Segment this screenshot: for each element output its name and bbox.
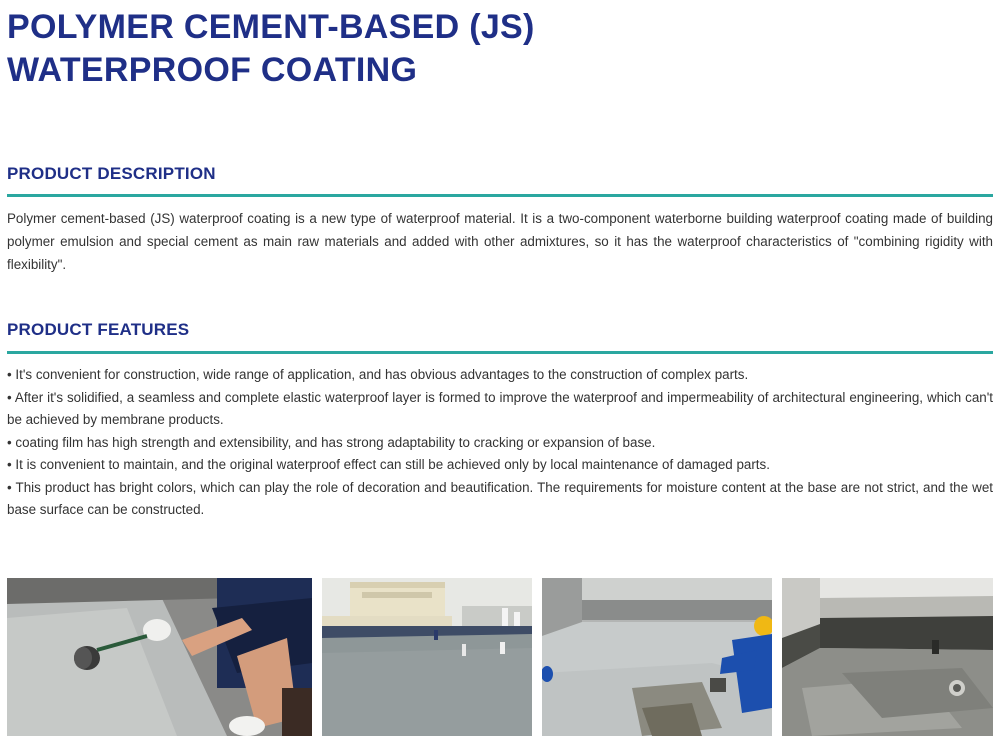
photo-coated-rooftop [322,578,532,736]
feature-item: • After it's solidified, a seamless and complete elastic waterproof layer is formed to improve the waterproof and impermeability of architectural engineering, which can't be achieved by membrane products. [7,389,993,427]
photo-worker-brushing-floor [542,578,772,736]
description-heading: PRODUCT DESCRIPTION [7,164,216,183]
description-text: Polymer cement-based (JS) waterproof coating is a new type of waterproof material. It is a two-component waterborne building waterproof coating made of building polymer emulsion and special cement as main raw materials and added with other admixtures, so it has the waterproof characteristics of "combining rigidity with flexibility". [7,211,993,272]
feature-item: • This product has bright colors, which can play the role of decoration and beautification. The requirements for moisture content at the base are not strict, and the wet base surface can be constructed. [7,479,993,517]
features-list [7,364,993,522]
description-divider [7,194,993,197]
page-title [7,6,535,92]
page-title-line-1: POLYMER CEMENT-BASED (JS) [7,8,535,46]
photo-worker-rolling-coating [7,578,312,736]
feature-item: • coating film has high strength and extensibility, and has strong adaptability to cracking or expansion of base. [7,434,656,450]
photo-coated-wall-corner [782,578,993,736]
feature-item: • It's convenient for construction, wide range of application, and has obvious advantages to the construction of complex parts. [7,367,749,382]
page-title-line-2: WATERPROOF COATING [7,51,418,89]
feature-item: • It is convenient to maintain, and the original waterproof effect can still be achieved only by local maintenance of damaged parts. [7,457,770,472]
features-heading: PRODUCT FEATURES [7,320,190,339]
features-divider [7,351,993,354]
